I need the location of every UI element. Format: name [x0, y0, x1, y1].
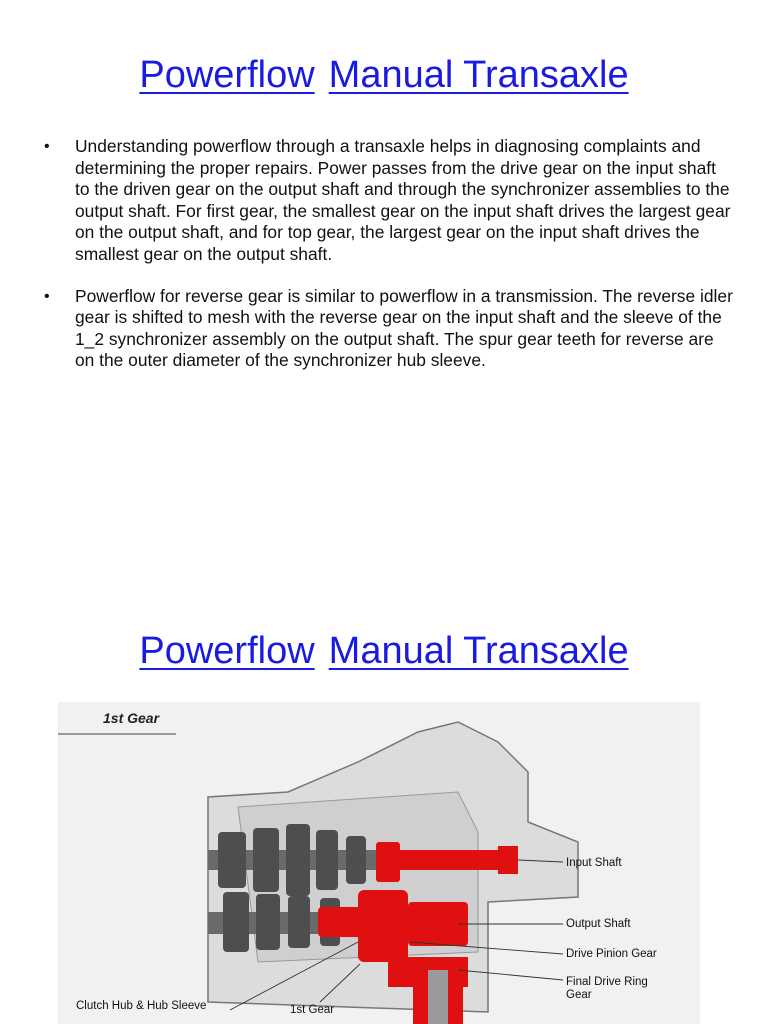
callout-first-gear: 1st Gear — [290, 1004, 335, 1016]
callout-drive-pinion-gear: Drive Pinion Gear — [566, 948, 657, 960]
slide1-title-link-transaxle[interactable]: Manual Transaxle — [328, 54, 629, 96]
slide2-title-link-transaxle[interactable]: Manual Transaxle — [328, 630, 629, 672]
bullet-list — [44, 136, 734, 392]
bullet-item: • Powerflow for reverse gear is similar to powerflow in a transmission. The reverse idler gear is shifted to mesh with the reverse gear on the input shaft and the sleeve of the 1_2 synchronizer assembly on the output shaft. The spur gear teeth for reverse are on the outer diameter of the synchronizer hub sleeve. — [44, 286, 734, 372]
callout-final-drive-line2: Gear — [566, 989, 592, 1001]
slide2-title-link-powerflow[interactable]: Powerflow — [139, 630, 315, 672]
slide1-title — [0, 52, 768, 98]
slide2-title — [0, 628, 768, 674]
callout-final-drive-line1: Final Drive Ring — [566, 976, 648, 988]
slide1-title-link-powerflow[interactable]: Powerflow — [139, 54, 315, 96]
callout-output-shaft: Output Shaft — [566, 918, 631, 930]
figure-label: 1st Gear — [103, 710, 160, 726]
callout-clutch-hub: Clutch Hub & Hub Sleeve — [76, 1000, 207, 1012]
callout-input-shaft: Input Shaft — [566, 857, 622, 869]
callout-final-drive-ring-gear — [566, 976, 648, 1002]
transaxle-diagram — [58, 702, 700, 1024]
bullet-item: • Understanding powerflow through a transaxle helps in diagnosing complaints and determining the proper repairs. Power passes from the drive gear on the input shaft to the driven gear on the output shaft and through the synchronizer assemblies to the output shaft. For first gear, the smallest gear on the input shaft drives the largest gear on the output shaft, and for top gear, the largest gear on the input shaft drives the smallest gear on the output shaft. — [44, 136, 734, 266]
